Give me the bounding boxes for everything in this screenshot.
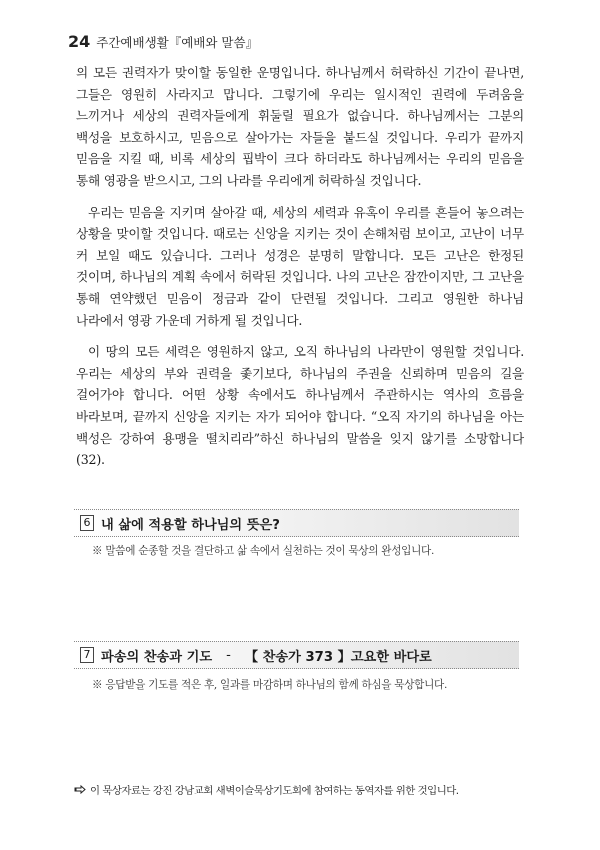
section-7-dash: - bbox=[226, 647, 231, 663]
section-6-title: 내 삶에 적용할 하나님의 뜻은? bbox=[101, 517, 280, 533]
section-7-title: 파송의 찬송과 기도 bbox=[101, 649, 213, 665]
section-7-hymn: 【 찬송가 373 】고요한 바다로 bbox=[244, 649, 432, 665]
footer-text: 이 묵상자료는 강진 강남교회 새벽이슬묵상기도회에 참여하는 동역자를 위한 것입니다. bbox=[90, 785, 459, 797]
section-7-heading bbox=[74, 641, 519, 669]
page-number: 24 bbox=[68, 32, 91, 51]
publication-title: 주간예배생활『예배와 말씀』 bbox=[96, 35, 259, 50]
paragraph-2: 우리는 믿음을 지키며 살아갈 때, 세상의 세력과 유혹이 우리를 흔들어 놓으려는 상황을 맞이할 것입니다. 때로는 신앙을 지키는 것이 손해처럼 보이고, 고난이 너무 커 보일 때도 있습니다. 그러나 성경은 분명히 말합니다. 모든 고난은 한정된 것이며, 하나님의 계획 속에서 허락된 것입니다. 나의 고난은 잠깐이지만, 그 고난을 통해 연약했던 믿음이 정금과 같이 단련될 것입니다. 그리고 영원한 하나님 나라에서 영광 가운데 거하게 될 것입니다. bbox=[76, 204, 524, 328]
paragraph-3: 이 땅의 모든 세력은 영원하지 않고, 오직 하나님의 나라만이 영원할 것입니다. 우리는 세상의 부와 권력을 좇기보다, 하나님의 주권을 신뢰하며 믿음의 길을 걸어가야 합니다. 어떤 상황 속에서도 하나님께서 주관하시는 역사의 흐름을 바라보며, 끝까지 신앙을 지키는 자가 되어야 합니다. “오직 자기의 하나님을 아는 백성은 강하여 용맹을 떨치리라”하신 하나님의 말씀을 잊지 않기를 소망합니다(32). bbox=[76, 344, 524, 468]
section-7-number: 7 bbox=[80, 647, 94, 663]
section-6-note: ※ 말씀에 순종할 것을 결단하고 삶 속에서 실천하는 것이 묵상의 완성입니다. bbox=[92, 545, 435, 557]
section-6-heading bbox=[74, 509, 519, 537]
page-footer bbox=[74, 782, 459, 797]
section-6-number: 6 bbox=[80, 515, 94, 531]
paragraph-1: 의 모든 권력자가 맞이할 동일한 운명입니다. 하나님께서 허락하신 기간이 끝나면, 그들은 영원히 사라지고 맙니다. 그렇기에 우리는 일시적인 권력에 두려움을 느끼거나 세상의 권력자들에게 휘둘릴 필요가 없습니다. 하나님께서는 그분의 백성을 보호하시고, 믿음으로 살아가는 자들을 붙드실 것입니다. 우리가 끝까지 믿음을 지킬 때, 비록 세상의 핍박이 크다 하더라도 하나님께서는 우리의 믿음을 통해 영광을 받으시고, 그의 나라를 우리에게 허락하실 것입니다. bbox=[76, 65, 524, 188]
section-7-note: ※ 응답받을 기도를 적은 후, 일과를 마감하며 하나님의 함께 하심을 묵상합니다. bbox=[92, 679, 448, 691]
pointing-hand-icon bbox=[74, 784, 86, 795]
page-header bbox=[68, 32, 258, 51]
main-text bbox=[76, 62, 524, 471]
